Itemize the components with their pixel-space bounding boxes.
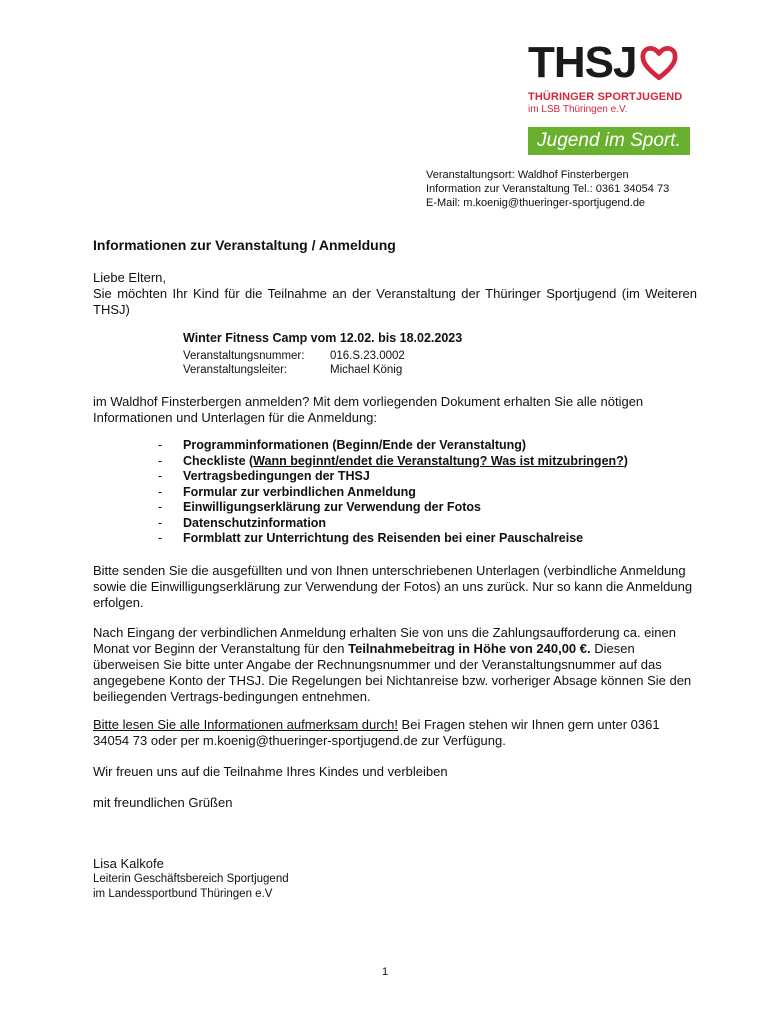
event-title: Winter Fitness Camp vom 12.02. bis 18.02.2023 [183, 331, 463, 345]
event-leader-value: Michael König [330, 364, 403, 376]
signer-name: Lisa Kalkofe [93, 856, 164, 871]
documents-list [158, 438, 628, 547]
phone-line: Information zur Veranstaltung Tel.: 0361 34054 73 [426, 183, 670, 195]
after-event-paragraph: im Waldhof Finsterbergen anmelden? Mit dem vorliegenden Dokument erhalten Sie alle nötigen Informationen und Unterlagen für die Anmeldung: [93, 394, 644, 425]
event-contact-info [426, 168, 669, 210]
logo-org: im LSB Thüringen e.V. [528, 104, 628, 115]
list-item: - Formular zur verbindlichen Anmeldung [158, 484, 416, 499]
return-documents-paragraph: Bitte senden Sie die ausgefüllten und von Ihnen unterschriebenen Unterlagen (verbindliche Anmeldung sowie die Einwilligungserklärung zur Verwendung der Fotos) an uns zurück. Nur so kann die Anmeldung erfolgen. [93, 563, 693, 610]
event-leader-row [183, 363, 462, 377]
event-details [183, 331, 462, 377]
page-title: Informationen zur Veranstaltung / Anmeldung [93, 237, 396, 253]
logo-badge: Jugend im Sport. [528, 127, 690, 155]
event-number-value: 016.S.23.0002 [330, 350, 405, 362]
signer-org: im Landessportbund Thüringen e.V [93, 888, 273, 900]
fee-amount: Teilnahmebeitrag in Höhe von 240,00 €. [348, 641, 591, 656]
payment-paragraph: Nach Eingang der verbindlichen Anmeldung erhalten Sie von uns die Zahlungsaufforderung ca. einen Monat vor Beginn der Veranstaltung für den Teilnahmebeitrag in Höhe von 240,00 €. Diesen überweisen Sie bitte unter Angabe der Rechnungsnummer und der Veranstaltungsnummer auf das angegebene Konto der THSJ. Die Regelungen bei Nichtanreise bzw. vorheriger Absage können Sie den beiliegenden Vertrags-bedingungen entnehmen. [93, 625, 692, 704]
thsj-logo [528, 40, 700, 155]
list-item: - Einwilligungserklärung zur Verwendung der Fotos [158, 500, 481, 514]
email-line: E-Mail: m.koenig@thueringer-sportjugend.de [426, 197, 646, 209]
greeting: Liebe Eltern, [93, 270, 166, 285]
logo-wordmark: THSJ [528, 38, 637, 87]
event-leader-label: Veranstaltungsleiter: [183, 364, 288, 376]
list-item: - Programminformationen (Beginn/Ende der Veranstaltung) [158, 438, 527, 452]
event-number-row [183, 349, 462, 363]
signer-role: Leiterin Geschäftsbereich Sportjugend [93, 873, 289, 885]
salutation: mit freundlichen Grüßen [93, 795, 233, 810]
venue-line: Veranstaltungsort: Waldhof Finsterbergen [426, 169, 629, 181]
signature-block [93, 856, 289, 902]
list-item: - Formblatt zur Unterrichtung des Reisenden bei einer Pauschalreise [158, 531, 584, 545]
list-item: - Checkliste (Wann beginnt/endet die Veranstaltung? Was ist mitzubringen?) [158, 453, 628, 468]
event-number-label: Veranstaltungsnummer: [183, 350, 305, 362]
logo-subtitle: THÜRINGER SPORTJUGEND [528, 91, 683, 103]
intro-paragraph: Sie möchten Ihr Kind für die Teilnahme an der Veranstaltung der Thüringer Sportjugend (im Weiteren THSJ) [93, 286, 697, 317]
closing-paragraph: Wir freuen uns auf die Teilnahme Ihres Kindes und verbleiben [93, 764, 448, 779]
list-item: - Datenschutzinformation [158, 515, 327, 530]
list-item: - Vertragsbedingungen der THSJ [158, 469, 370, 483]
contact-paragraph: Bitte lesen Sie alle Informationen aufmerksam durch! Bei Fragen stehen wir Ihnen gern unter 0361 34054 73 oder per m.koenig@thueringer-sportjugend.de zur Verfügung. [93, 717, 660, 748]
logo-wordmark-row [528, 40, 700, 86]
page-number: 1 [381, 966, 389, 978]
heart-icon [638, 42, 680, 84]
